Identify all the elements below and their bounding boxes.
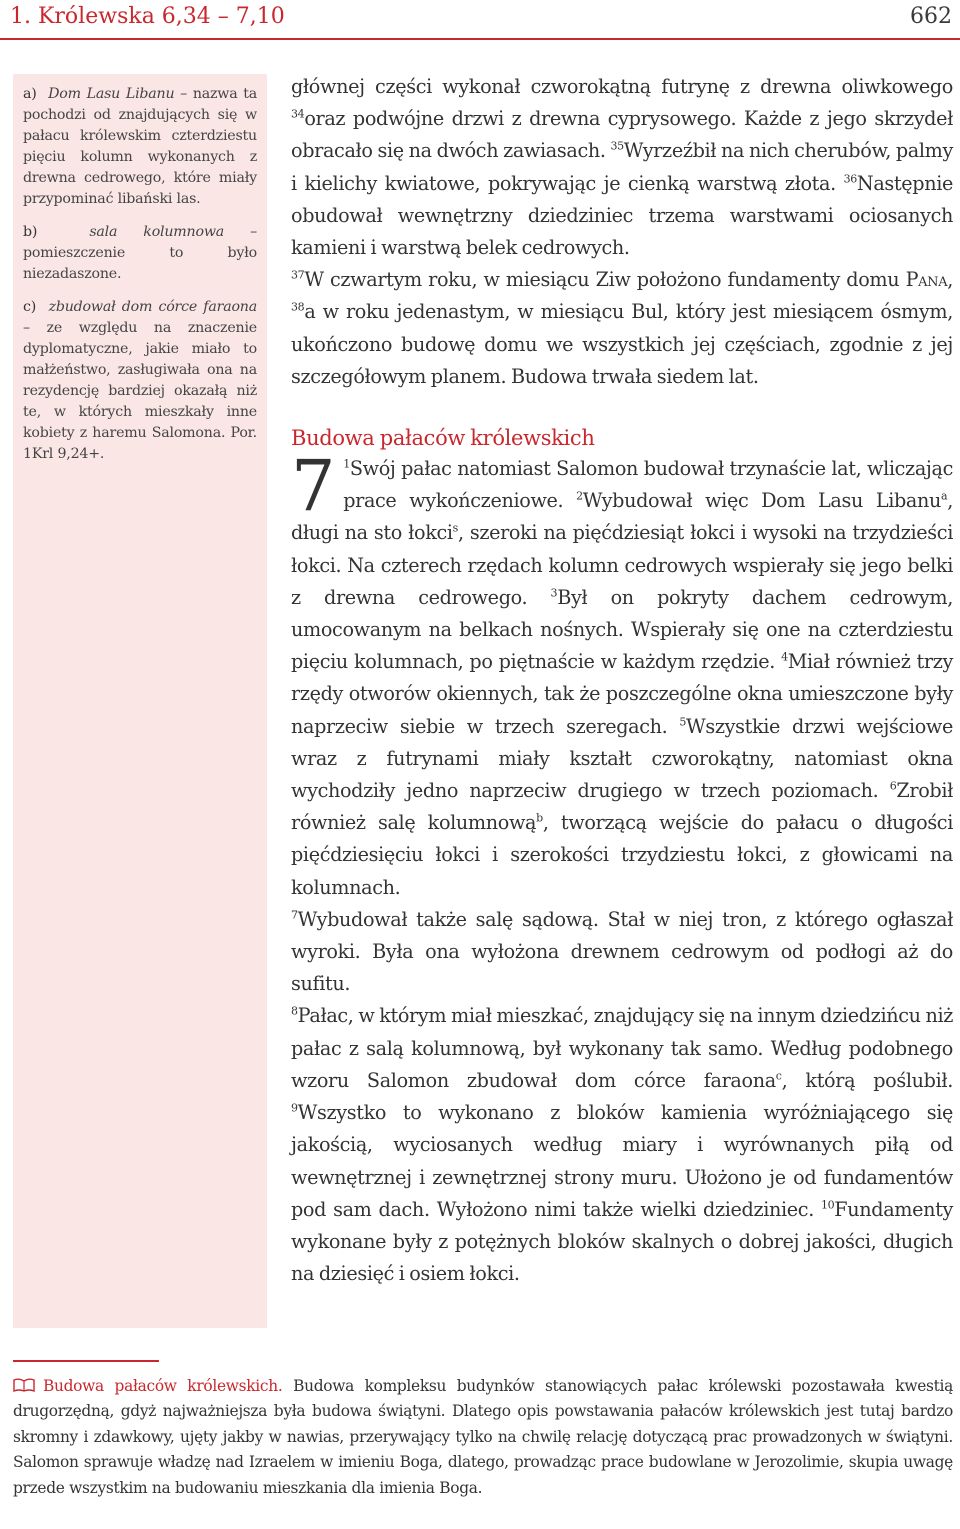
footnote-marker[interactable]: c	[775, 1069, 782, 1083]
footnote-rule	[13, 1360, 159, 1362]
page-header	[0, 0, 960, 40]
main-text	[291, 71, 953, 1290]
text-run: oraz podwójne drzwi z drewna cyprysowego. Każde z jego skrzydeł obracało się na dwóch zawiasach.	[291, 107, 953, 163]
verse-number: 1	[343, 457, 350, 471]
text-run: Wyrzeźbił na nich cherubów, palmy i kielichy kwiatowe, pokrywając je cienką warstwą złota.	[291, 139, 953, 195]
text-run: Fundamenty wykonane były z potężnych bloków skalnych o dobrej jakości, długich na dziesięć i osiem łokci.	[291, 1197, 953, 1286]
text-run: Miał również trzy rzędy otworów okiennych, tak że poszczególne okna umieszczone były naprzeciw siebie w trzech szeregach.	[291, 650, 953, 738]
verse-number: 37	[291, 268, 305, 282]
verse-number: 5	[679, 715, 687, 729]
verse-number: 34	[291, 107, 305, 121]
section-heading: Budowa pałaców królewskich	[291, 426, 595, 451]
verse-number: 3	[550, 586, 558, 600]
paragraph	[291, 264, 953, 393]
page-number: 662	[910, 4, 952, 29]
verse-number: 4	[781, 650, 788, 664]
text-run: Swój pałac natomiast Salomon budował trzynaście lat, wliczając prace wykończeniowe.	[343, 457, 953, 513]
commentary-text: Budowa kompleksu budynków stanowiących pałac królewski pozostawała kwestią drugorzędną, gdyż najważniejsza była budowa świątyni. Dlatego opis powstawania pałaców królewskich jest tutaj bardzo skromny i zdawkowy, ujęty jakby w nawias, przerywający tylko na chwilę relację dotyczącą prac prowadzonych w świątyni. Salomon sprawuje władzę nad Izraelem w imieniu Boga, dlatego, prowadząc prace budowlane w Jerozolimie, skupia uwagę przede wszystkim na budowaniu mieszkania dla imienia Boga.	[13, 1377, 953, 1497]
footnote-marker[interactable]: b	[536, 811, 543, 825]
verse-number: 7	[291, 908, 298, 922]
verse-number: 8	[291, 1005, 298, 1019]
note-label: a)	[23, 86, 37, 102]
sidebar-notes	[13, 74, 267, 1328]
note-label: b)	[23, 224, 38, 240]
sidebar-note	[23, 222, 257, 285]
verse-number: 38	[291, 301, 305, 315]
note-term: sala kolumnowa	[89, 224, 225, 240]
chapter-number: 7	[291, 445, 336, 528]
verse-number: 36	[843, 172, 857, 186]
text-run: a w roku jedenastym, w miesiącu Bul, który jest miesiącem ósmym, ukończono budowę domu we wszystkich jej częściach, zgodnie z jej szczegółowym planem. Budowa trwała siedem lat.	[291, 300, 953, 388]
text-run: Wybudował więc Dom Lasu Libanu	[582, 489, 942, 513]
note-text: – nazwa ta pochodzi od znajdujących się w pałacu królewskim czterdziestu pięciu kolumn wykonanych z drewna cedrowego, które miały przypominać libański las.	[23, 86, 257, 207]
text-run: Wszystko to wykonano z bloków kamienia wyróżniającego się jakością, wyciosanych według miary i wyrównanych piłą od wewnętrznej i zewnętrznej strony muru. Ułożono je od fundamentów pod sam dach. Wyłożono nimi także wielki dziedziniec.	[291, 1101, 953, 1221]
commentary-title: Budowa pałaców królewskich.	[43, 1377, 283, 1395]
note-text: – ze względu na znaczenie dyplomatyczne, jakie miało to małżeństwo, zasługiwała ona na rezydencję bardziej okazałą niż te, w których mieszkały inne kobiety z haremu Salomona. Por. 1Krl 9,24+.	[23, 320, 257, 462]
text-run: , długi na sto łokci	[291, 489, 953, 545]
text-run: Pałac, w którym miał mieszkać, znajdujący się na innym dziedzińcu niż pałac z salą kolumnową, był wykonany tak samo. Według podobnego wzoru Salomon zbudował dom córce faraona	[291, 1004, 953, 1092]
text-run: Był on pokryty dachem cedrowym, umocowanym na belkach nośnych. Wspierały się one na czterdziestu pięciu kolumnach, po piętnaście w każdym rzędzie.	[291, 585, 954, 674]
verse-number: 10	[820, 1198, 835, 1212]
verse-number: 6	[889, 779, 897, 793]
note-term: Dom Lasu Libanu	[48, 86, 175, 102]
text-run: , którą poślubił.	[781, 1068, 953, 1092]
text-run: , szeroki na pięćdziesiąt łokci i wysoki na trzydzieści łokci. Na czterech rzędach kolumn cedrowych wspierały się jego belki z drewna cedrowego.	[291, 521, 953, 609]
paragraph	[291, 904, 953, 1001]
verse-number: 35	[610, 140, 624, 154]
text-run: Następnie obudował wewnętrzny dziedziniec trzema warstwami ociosanych kamieni i warstwą belek cedrowych.	[291, 171, 953, 260]
paragraph	[291, 71, 953, 264]
text-run: Zrobił również salę kolumnową	[291, 779, 953, 835]
text-run: Wybudował także salę sądową. Stał w niej tron, z którego ogłaszał wyroki. Była ona wyłożona drewnem cedrowym od podłogi aż do sufitu.	[291, 907, 953, 996]
footnote-marker[interactable]: s	[452, 522, 458, 536]
commentary-note	[13, 1374, 953, 1501]
note-label: c)	[23, 299, 37, 315]
text-run: , tworzącą wejście do pałacu o długości pięćdziesięciu łokci i szerokości trzydziestu łokci, z głowicami na kolumnach.	[291, 811, 953, 899]
divine-name: Pana	[905, 268, 948, 292]
verse-number: 2	[576, 489, 583, 503]
footnote-marker[interactable]: a	[941, 489, 948, 503]
running-title: 1. Królewska 6,34 – 7,10	[10, 4, 285, 29]
text-run: głównej części wykonał czworokątną futrynę z drewna oliwkowego	[291, 75, 953, 98]
paragraph	[291, 445, 954, 904]
sidebar-note	[23, 297, 257, 465]
open-book-icon	[13, 1375, 35, 1389]
text-run: Wszystkie drzwi wejściowe wraz z futrynami miały kształt czworokątny, natomiast okna wychodziły jedno naprzeciw drugiego w trzech poziomach.	[291, 714, 953, 803]
verse-number: 9	[291, 1101, 298, 1115]
sidebar-note	[23, 84, 257, 210]
note-term: zbudował dom córce faraona	[48, 299, 257, 315]
text-run: W czwartym roku, w miesiącu Ziw położono fundamenty domu	[304, 268, 906, 292]
header-rule	[0, 38, 960, 40]
text-run: ,	[947, 268, 953, 292]
paragraph	[291, 1000, 953, 1290]
note-text: – pomieszczenie to było niezadaszone.	[23, 224, 257, 282]
